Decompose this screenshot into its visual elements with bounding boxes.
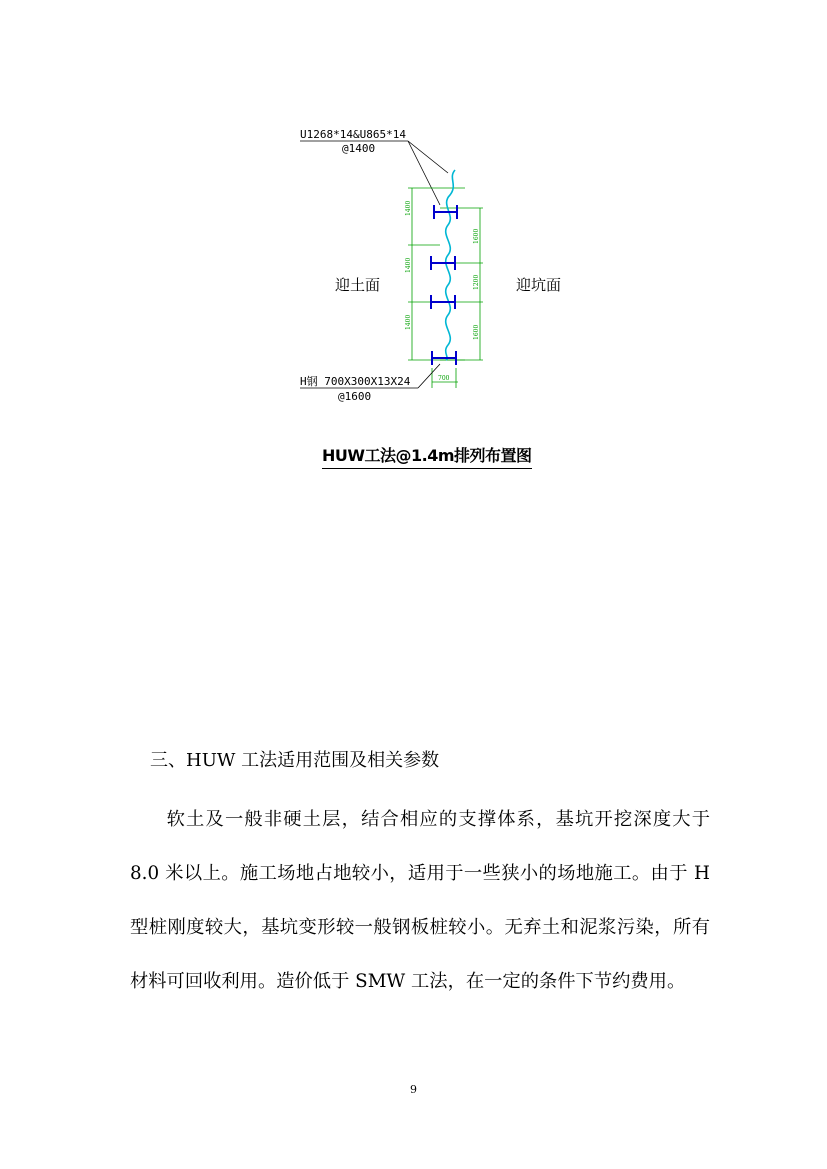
dim-left-1: 1400 bbox=[405, 200, 412, 216]
leader-line-top-2 bbox=[408, 141, 440, 205]
dim-bottom: 700 bbox=[438, 375, 450, 382]
sheet-pile-wave bbox=[446, 170, 455, 360]
leader-line-bottom bbox=[418, 364, 440, 388]
sheet-pile-label: U1268*14&U865*14 bbox=[300, 128, 406, 141]
page-number: 9 bbox=[410, 1083, 417, 1096]
hbeam-label: H钢 700X300X13X24 bbox=[300, 375, 411, 388]
huw-layout-drawing bbox=[290, 120, 580, 410]
figure-caption: HUW工法@1.4m排列布置图 bbox=[322, 443, 532, 469]
dim-right-1: 1600 bbox=[473, 228, 480, 244]
dim-left-3: 1400 bbox=[405, 314, 412, 330]
pit-side-label: 迎坑面 bbox=[516, 276, 562, 294]
dim-right-3: 1600 bbox=[473, 324, 480, 340]
section-heading: 三、HUW 工法适用范围及相关参数 bbox=[150, 750, 440, 771]
hbeam-spacing: @1600 bbox=[338, 390, 372, 403]
h-beams bbox=[431, 205, 457, 365]
dim-right-2: 1200 bbox=[473, 274, 480, 290]
section-paragraph: 软土及一般非硬土层，结合相应的支撑体系，基坑开挖深度大于 8.0 米以上。施工场地占地较小，适用于一些狭小的场地施工。由于 H 型桩刚度较大，基坑变形较一般钢板桩较小。无弃土和泥浆污染，所有材料可回收利用。造价低于 SMW 工法，在一定的条件下节约费用。 bbox=[130, 809, 710, 992]
sheet-pile-spacing: @1400 bbox=[342, 142, 376, 155]
dim-left-2: 1400 bbox=[405, 257, 412, 273]
soil-side-label: 迎土面 bbox=[335, 276, 381, 294]
leader-line-top-1 bbox=[408, 141, 448, 173]
